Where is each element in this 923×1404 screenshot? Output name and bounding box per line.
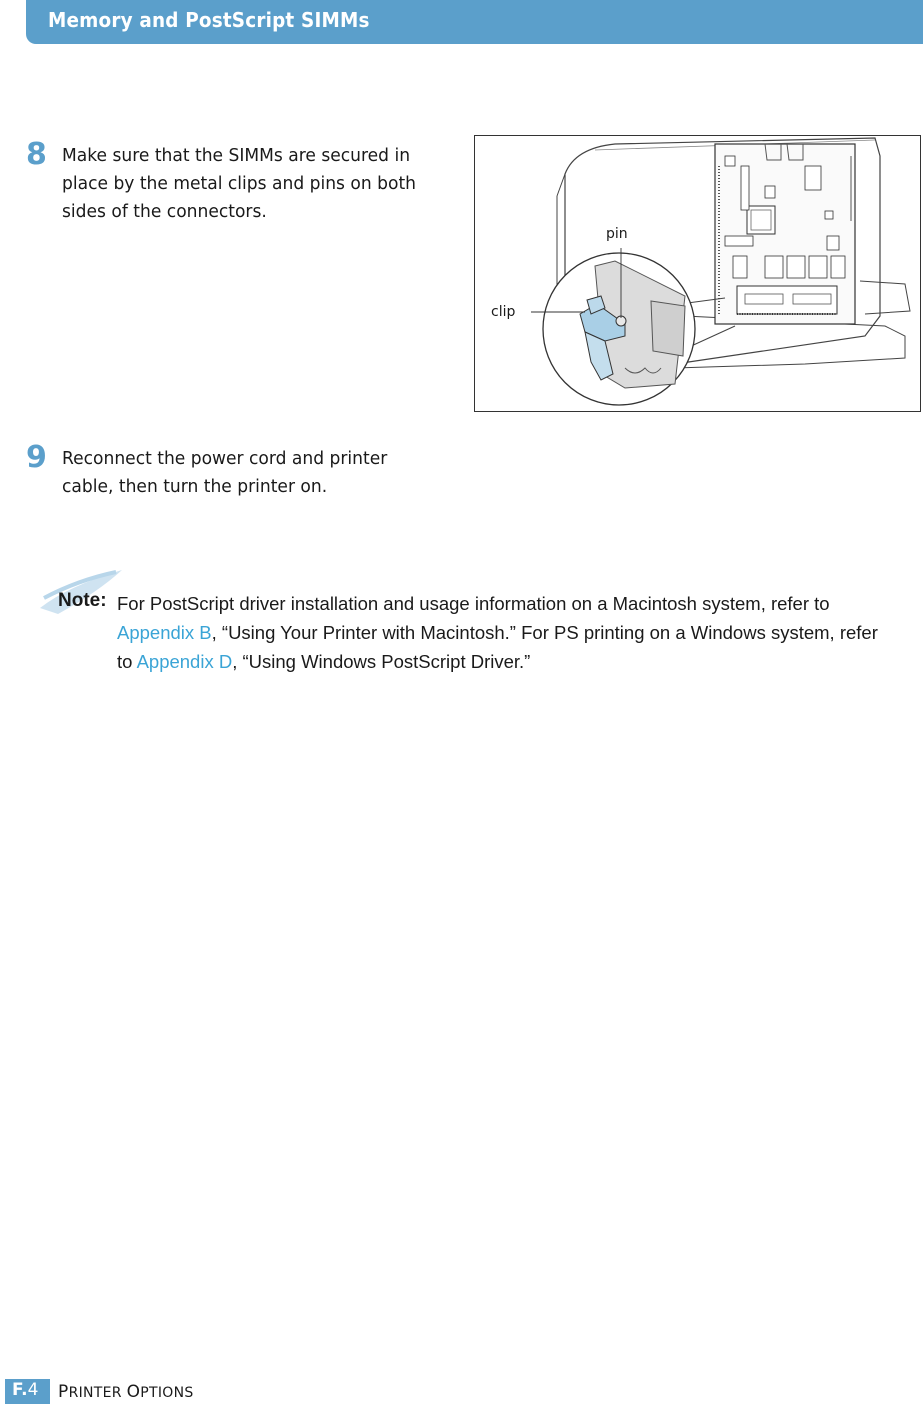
section-title: Memory and PostScript SIMMs (48, 8, 370, 32)
step-number: 8 (26, 137, 47, 172)
step-number: 9 (26, 440, 47, 475)
note-text (117, 589, 897, 676)
footer-section-title: PRINTER OPTIONS (58, 1382, 194, 1402)
page-num: 4 (27, 1380, 39, 1400)
pin-label: pin (606, 226, 628, 242)
printer-board-drawing (475, 136, 920, 411)
appendix-d-link[interactable]: Appendix D (136, 651, 233, 672)
simm-clip-illustration (474, 135, 921, 412)
appendix-b-link[interactable]: Appendix B (117, 622, 212, 643)
note-text-2: , “Using Your Printer with Macintosh.” For PS printing on a Windows system, refer to (117, 622, 878, 672)
page-number (12, 1380, 38, 1400)
step-text: Make sure that the SIMMs are secured in place by the metal clips and pins on both sides of the connectors. (62, 145, 416, 222)
note-text-1: For PostScript driver installation and usage information on a Macintosh system, refer to (117, 593, 830, 614)
page-prefix: F. (12, 1380, 28, 1400)
note-label: Note: (58, 590, 107, 611)
step-text: Reconnect the power cord and printer cable, then turn the printer on. (62, 448, 388, 497)
clip-label: clip (491, 304, 516, 320)
note-text-3: , “Using Windows PostScript Driver.” (232, 651, 531, 672)
